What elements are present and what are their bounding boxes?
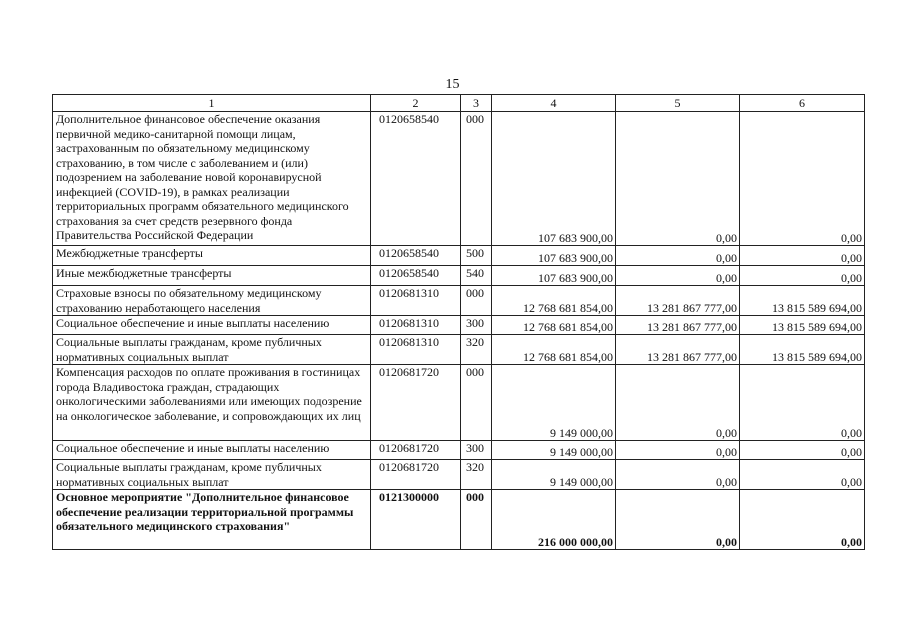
amount-col-6: 0,00 — [740, 490, 865, 550]
amount-col-5: 0,00 — [616, 246, 740, 266]
amount-col-4: 12 768 681 854,00 — [492, 286, 616, 316]
table-row — [53, 112, 865, 246]
table-header-row — [53, 95, 865, 112]
expense-kind-code: 300 — [461, 441, 492, 460]
amount-col-6: 0,00 — [740, 365, 865, 441]
column-header: 4 — [492, 95, 616, 112]
expense-kind-code: 300 — [461, 316, 492, 335]
expense-name: Компенсация расходов по оплате проживания в гостиницах города Владивостока граждан, страдающих онкологическими заболеваниями или имеющих подозрение на онкологическое заболевание, и сопровождающих их лиц — [53, 365, 371, 441]
column-header: 3 — [461, 95, 492, 112]
amount-col-5: 0,00 — [616, 490, 740, 550]
amount-col-5: 0,00 — [616, 460, 740, 490]
target-article-code: 0120681310 — [371, 286, 461, 316]
page-number: 15 — [445, 77, 460, 92]
amount-col-5: 0,00 — [616, 112, 740, 246]
expense-kind-code: 320 — [461, 460, 492, 490]
amount-col-4: 9 149 000,00 — [492, 441, 616, 460]
table-row — [53, 490, 865, 550]
table-row — [53, 460, 865, 490]
table-row — [53, 365, 865, 441]
expense-name: Иные межбюджетные трансферты — [53, 266, 371, 286]
column-header: 2 — [371, 95, 461, 112]
expense-name: Межбюджетные трансферты — [53, 246, 371, 266]
target-article-code: 0121300000 — [371, 490, 461, 550]
expense-name: Страховые взносы по обязательному медицинскому страхованию неработающего населения — [53, 286, 371, 316]
amount-col-4: 9 149 000,00 — [492, 365, 616, 441]
expense-name: Дополнительное финансовое обеспечение оказания первичной медико-санитарной помощи лицам, застрахованным по обязательному медицинскому страхованию, в том числе с заболеванием и (или) подозрением на заболевание новой коронавирусной инфекцией (COVID-19), в рамках реализации территориальных программ обязательного медицинского страхования за счет средств резервного фонда Правительства Российской Федерации — [53, 112, 371, 246]
amount-col-4: 107 683 900,00 — [492, 246, 616, 266]
table-row — [53, 335, 865, 365]
amount-col-6: 0,00 — [740, 441, 865, 460]
amount-col-4: 107 683 900,00 — [492, 112, 616, 246]
amount-col-4: 216 000 000,00 — [492, 490, 616, 550]
amount-col-5: 13 281 867 777,00 — [616, 286, 740, 316]
amount-col-6: 0,00 — [740, 460, 865, 490]
target-article-code: 0120681310 — [371, 335, 461, 365]
target-article-code: 0120681310 — [371, 316, 461, 335]
amount-col-5: 13 281 867 777,00 — [616, 335, 740, 365]
table-row — [53, 441, 865, 460]
table-row — [53, 246, 865, 266]
amount-col-4: 9 149 000,00 — [492, 460, 616, 490]
amount-col-5: 0,00 — [616, 266, 740, 286]
target-article-code: 0120658540 — [371, 266, 461, 286]
amount-col-5: 13 281 867 777,00 — [616, 316, 740, 335]
budget-table — [52, 94, 865, 550]
table-row — [53, 286, 865, 316]
amount-col-5: 0,00 — [616, 441, 740, 460]
amount-col-6: 13 815 589 694,00 — [740, 286, 865, 316]
amount-col-6: 0,00 — [740, 112, 865, 246]
amount-col-6: 0,00 — [740, 246, 865, 266]
table-row — [53, 266, 865, 286]
target-article-code: 0120658540 — [371, 246, 461, 266]
column-header: 1 — [53, 95, 371, 112]
amount-col-6: 0,00 — [740, 266, 865, 286]
expense-name: Основное мероприятие "Дополнительное финансовое обеспечение реализации территориальной программы обязательного медицинского страхования" — [53, 490, 371, 550]
amount-col-4: 107 683 900,00 — [492, 266, 616, 286]
expense-name: Социальные выплаты гражданам, кроме публичных нормативных социальных выплат — [53, 335, 371, 365]
target-article-code: 0120658540 — [371, 112, 461, 246]
expense-name: Социальные выплаты гражданам, кроме публичных нормативных социальных выплат — [53, 460, 371, 490]
expense-name: Социальное обеспечение и иные выплаты населению — [53, 441, 371, 460]
target-article-code: 0120681720 — [371, 441, 461, 460]
expense-kind-code: 000 — [461, 112, 492, 246]
expense-kind-code: 500 — [461, 246, 492, 266]
amount-col-5: 0,00 — [616, 365, 740, 441]
amount-col-6: 13 815 589 694,00 — [740, 335, 865, 365]
expense-kind-code: 000 — [461, 490, 492, 550]
expense-kind-code: 320 — [461, 335, 492, 365]
amount-col-4: 12 768 681 854,00 — [492, 316, 616, 335]
expense-kind-code: 000 — [461, 286, 492, 316]
target-article-code: 0120681720 — [371, 365, 461, 441]
column-header: 5 — [616, 95, 740, 112]
amount-col-4: 12 768 681 854,00 — [492, 335, 616, 365]
amount-col-6: 13 815 589 694,00 — [740, 316, 865, 335]
column-header: 6 — [740, 95, 865, 112]
target-article-code: 0120681720 — [371, 460, 461, 490]
expense-name: Социальное обеспечение и иные выплаты населению — [53, 316, 371, 335]
expense-kind-code: 000 — [461, 365, 492, 441]
table-row — [53, 316, 865, 335]
expense-kind-code: 540 — [461, 266, 492, 286]
